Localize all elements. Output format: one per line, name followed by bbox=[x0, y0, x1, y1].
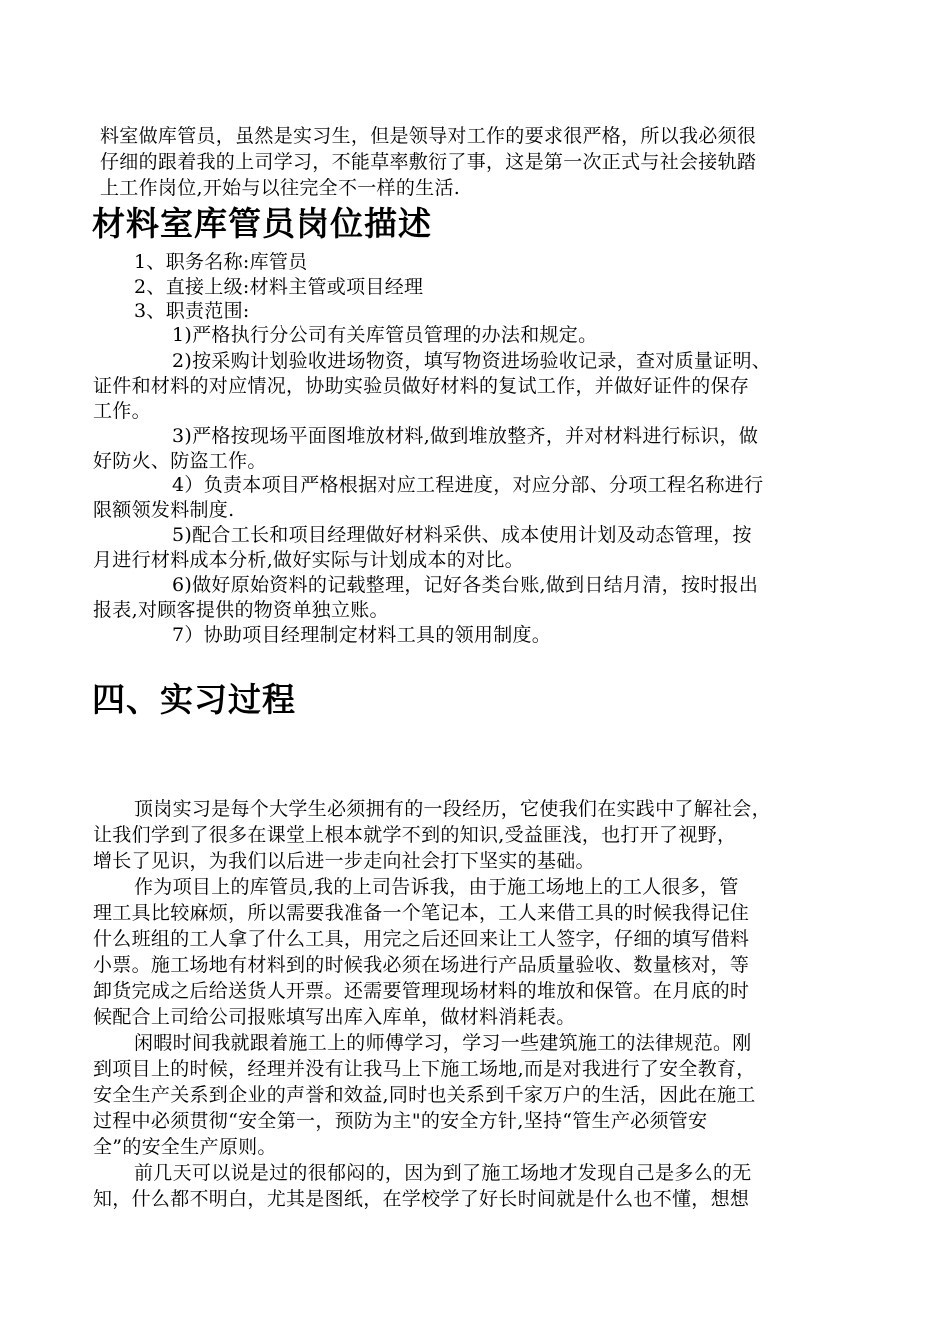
duty-line: 月进行材料成本分析,做好实际与计划成本的对比。 bbox=[93, 549, 524, 571]
process-line: 卸货完成之后给送货人开票。还需要管理现场材料的堆放和保管。在月底的时 bbox=[93, 980, 750, 1002]
process-line: 作为项目上的库管员,我的上司告诉我，由于施工场地上的工人很多，管 bbox=[134, 876, 739, 898]
duty-line: 好防火、防盗工作。 bbox=[93, 450, 267, 472]
process-line: 知，什么都不明白，尤其是图纸，在学校学了好长时间就是什么也不懂，想想 bbox=[93, 1188, 750, 1210]
process-line: 小票。施工场地有材料到的时候我必须在场进行产品质量验收、数量核对，等 bbox=[93, 954, 750, 976]
job-section-heading: 材料室库管员岗位描述 bbox=[92, 204, 432, 243]
duty-line: 6)做好原始资料的记载整理，记好各类台账,做到日结月清，按时报出 bbox=[172, 574, 759, 596]
process-section-heading: 四、实习过程 bbox=[92, 680, 296, 719]
process-line: 增长了见识，为我们以后进一步走向社会打下坚实的基础。 bbox=[93, 850, 595, 872]
duty-line: 3)严格按现场平面图堆放材料,做到堆放整齐，并对材料进行标识，做 bbox=[172, 425, 759, 447]
intro-line-3: 上工作岗位,开始与以往完全不一样的生活. bbox=[100, 177, 461, 199]
duty-line: 1)严格执行分公司有关库管员管理的办法和规定。 bbox=[172, 324, 598, 346]
duty-line: 5)配合工长和项目经理做好材料采供、成本使用计划及动态管理，按 bbox=[172, 524, 752, 546]
process-line: 前几天可以说是过的很郁闷的，因为到了施工场地才发现自己是多么的无 bbox=[134, 1162, 752, 1184]
intro-line-1: 料室做库管员，虽然是实习生，但是领导对工作的要求很严格，所以我必须很 bbox=[100, 125, 757, 147]
process-line: 闲暇时间我就跟着施工上的师傅学习，学习一些建筑施工的法律规范。刚 bbox=[134, 1032, 752, 1054]
process-line: 到项目上的时候，经理并没有让我马上下施工场地,而是对我进行了安全教育， bbox=[93, 1058, 756, 1080]
job-item-supervisor: 2、直接上级:材料主管或项目经理 bbox=[134, 276, 424, 298]
intro-line-2: 仔细的跟着我的上司学习，不能草率敷衍了事，这是第一次正式与社会接轨踏 bbox=[100, 151, 757, 173]
process-line: 全”的安全生产原则。 bbox=[93, 1136, 277, 1158]
duty-line: 限额领发料制度. bbox=[93, 499, 235, 521]
process-line: 顶岗实习是每个大学生必须拥有的一段经历，它使我们在实践中了解社会， bbox=[134, 798, 771, 820]
duty-line: 7）协助项目经理制定材料工具的领用制度。 bbox=[172, 624, 552, 646]
process-line: 安全生产关系到企业的声誉和效益,同时也关系到千家万户的生活，因此在施工 bbox=[93, 1084, 756, 1106]
process-line: 候配合上司给公司报账填写出库入库单，做材料消耗表。 bbox=[93, 1006, 576, 1028]
duty-line: 报表,对顾客提供的物资单独立账。 bbox=[93, 599, 389, 621]
job-item-scope: 3、职责范围: bbox=[134, 300, 250, 322]
duty-line: 2)按采购计划验收进场物资，填写物资进场验收记录，查对质量证明、 bbox=[172, 350, 772, 372]
job-item-title: 1、职务名称:库管员 bbox=[134, 251, 308, 273]
duty-line: 4）负责本项目严格根据对应工程进度，对应分部、分项工程名称进行 bbox=[172, 474, 764, 496]
duty-line: 工作。 bbox=[93, 400, 151, 422]
process-line: 过程中必须贯彻“安全第一，预防为主"的安全方针,坚持“管生产必须管安 bbox=[93, 1110, 708, 1132]
process-line: 什么班组的工人拿了什么工具，用完之后还回来让工人签字，仔细的填写借料 bbox=[93, 928, 750, 950]
duty-line: 证件和材料的对应情况，协助实验员做好材料的复试工作，并做好证件的保存 bbox=[93, 375, 750, 397]
process-line: 理工具比较麻烦，所以需要我准备一个笔记本，工人来借工具的时候我得记住 bbox=[93, 902, 750, 924]
process-line: 让我们学到了很多在课堂上根本就学不到的知识,受益匪浅，也打开了视野， bbox=[93, 824, 737, 846]
